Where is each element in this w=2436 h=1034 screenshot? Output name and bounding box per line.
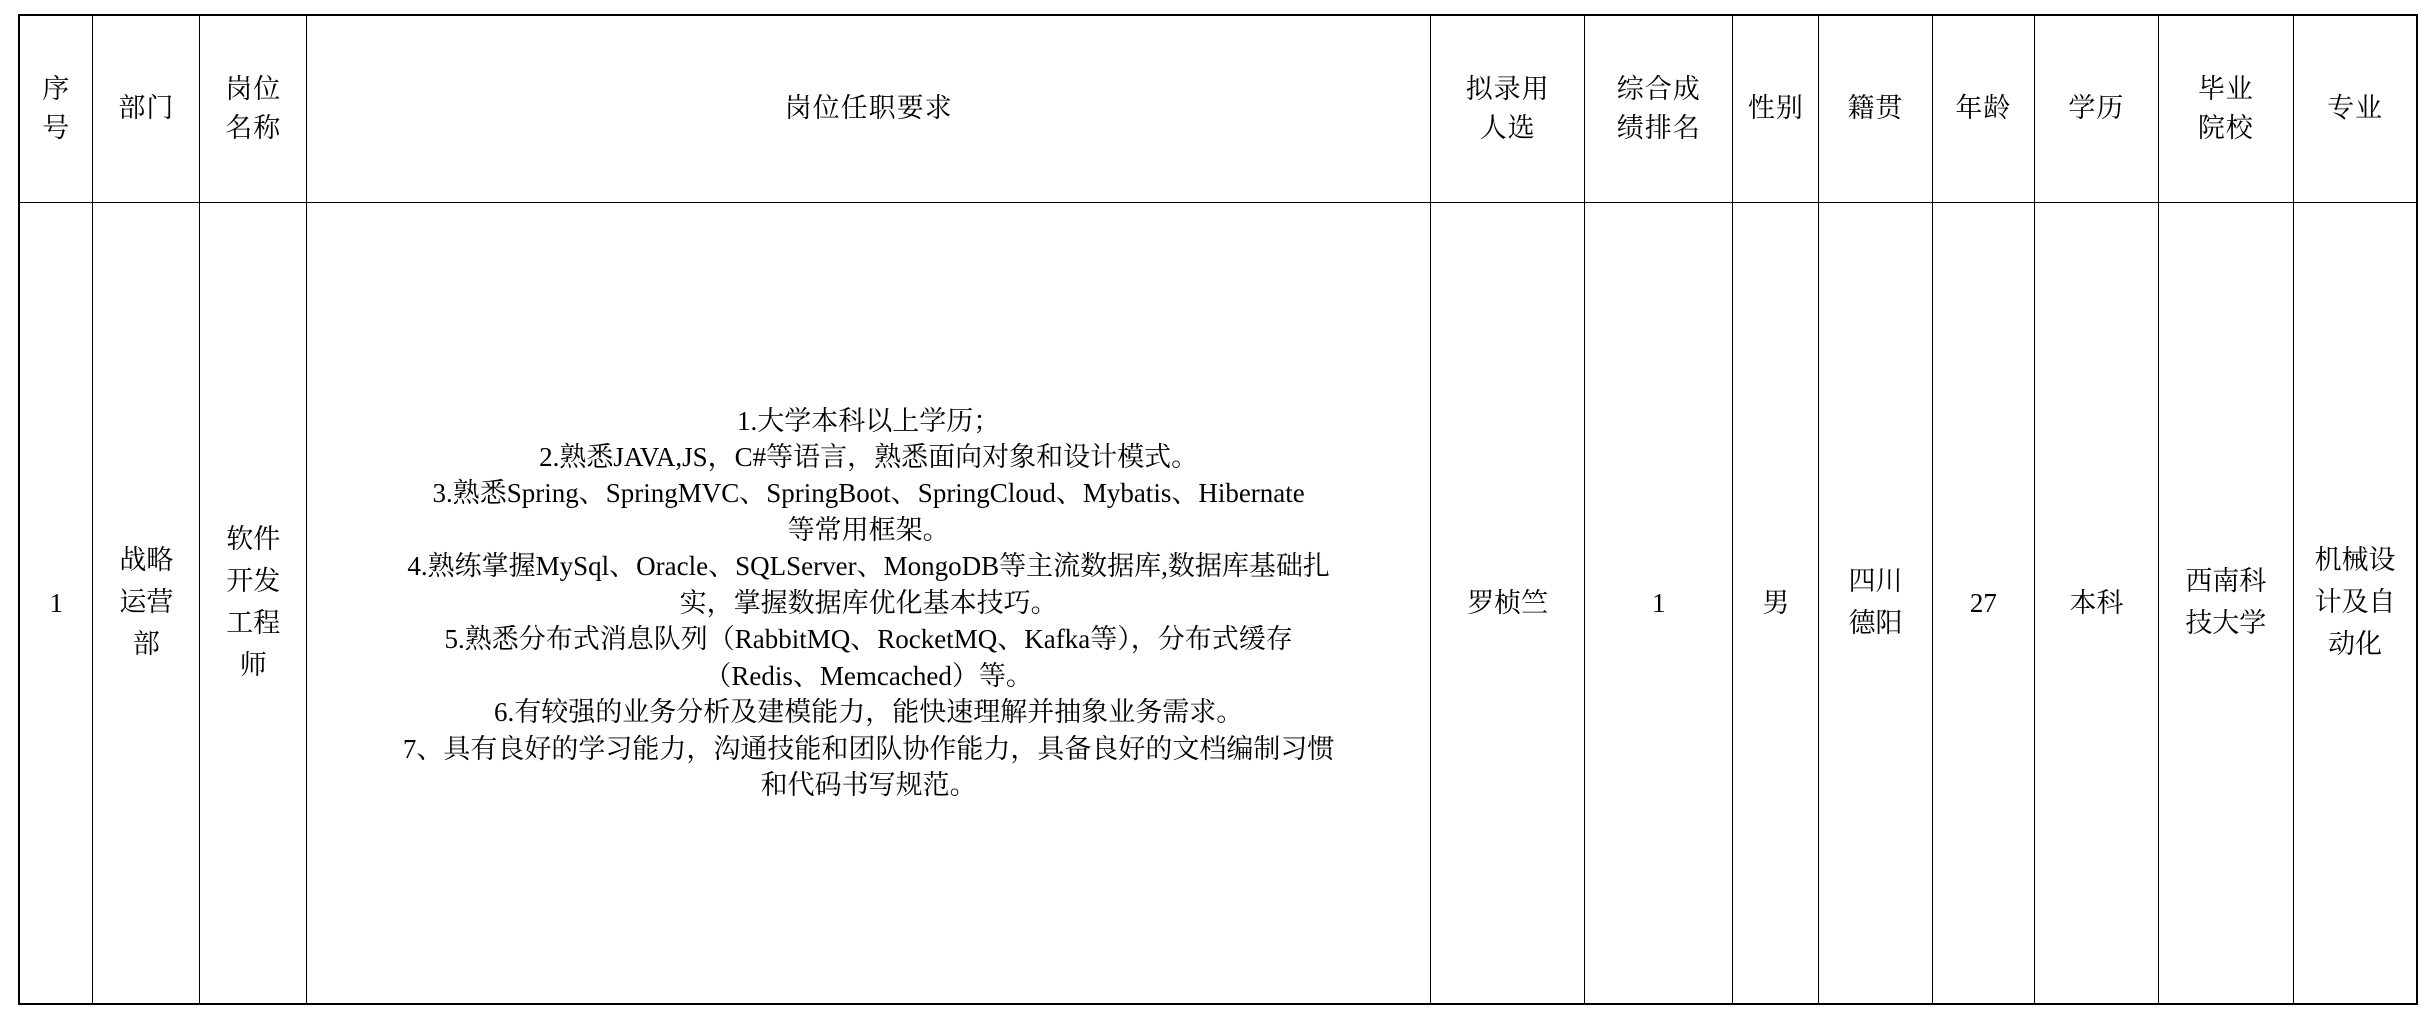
value-gender: 男 <box>1762 587 1790 618</box>
requirement-line-11: 和代码书写规范。 <box>760 769 977 800</box>
header-rank-line-1: 综合成 <box>1616 73 1701 104</box>
cell-school <box>2158 203 2294 1005</box>
value-native-place-line-1: 四川 <box>1848 566 1903 597</box>
header-requirements-label: 岗位任职要求 <box>784 93 953 124</box>
header-cell-school <box>2158 15 2294 203</box>
requirement-line-10: 7、具有良好的学习能力，沟通技能和团队协作能力，具备良好的文档编制习惯 <box>402 733 1335 764</box>
table-row <box>19 203 2417 1005</box>
header-post-line-2: 名称 <box>225 113 282 143</box>
header-cell-native-place <box>1819 15 1932 203</box>
value-seq: 1 <box>49 587 63 618</box>
header-cell-rank <box>1585 15 1733 203</box>
cell-major <box>2294 203 2417 1005</box>
header-school-line-1: 毕业 <box>2197 73 2254 104</box>
requirement-line-8: （Redis、Memcached）等。 <box>704 660 1033 691</box>
cell-education <box>2035 203 2158 1005</box>
header-dept-line-1: 部门 <box>118 93 175 124</box>
value-dept-line-2: 运营 <box>119 587 174 618</box>
cell-post <box>200 203 307 1005</box>
value-dept-line-3: 部 <box>132 628 160 659</box>
value-post-line-2: 开发 <box>226 566 281 597</box>
requirement-line-7: 5.熟悉分布式消息队列（RabbitMQ、RocketMQ、Kafka等），分布式缓存 <box>444 624 1293 655</box>
value-post-line-3: 工程 <box>226 608 281 638</box>
requirement-line-5: 4.熟练掌握MySql、Oracle、SQLServer、MongoDB等主流数据库,数据库基础扎 <box>407 551 1330 582</box>
header-cell-gender <box>1733 15 1819 203</box>
header-cell-major <box>2294 15 2417 203</box>
requirement-line-6: 实，掌握数据库优化基本技巧。 <box>679 587 1058 618</box>
header-candidate-line-2: 人选 <box>1479 113 1536 143</box>
value-post-line-1: 软件 <box>226 524 281 555</box>
cell-candidate <box>1431 203 1585 1005</box>
value-dept-line-1: 战略 <box>119 545 174 576</box>
header-gender-label: 性别 <box>1747 93 1804 124</box>
header-cell-candidate <box>1431 15 1585 203</box>
requirement-line-2: 2.熟悉JAVA,JS，C#等语言，熟悉面向对象和设计模式。 <box>539 442 1199 473</box>
header-candidate-line-1: 拟录用 <box>1465 73 1550 104</box>
value-education: 本科 <box>2069 587 2124 618</box>
cell-native-place <box>1819 203 1932 1005</box>
header-post-line-1: 岗位 <box>225 73 282 104</box>
recruitment-table <box>18 14 2418 1005</box>
value-major-line-3: 动化 <box>2328 628 2383 659</box>
cell-seq <box>19 203 93 1005</box>
header-cell-education <box>2035 15 2158 203</box>
header-major-label: 专业 <box>2327 93 2384 124</box>
value-age: 27 <box>1969 587 1997 618</box>
header-cell-dept <box>93 15 200 203</box>
value-candidate: 罗桢竺 <box>1467 587 1549 618</box>
requirement-line-9: 6.有较强的业务分析及建模能力，能快速理解并抽象业务需求。 <box>494 697 1244 728</box>
requirement-line-1: 1.大学本科以上学历； <box>737 405 1001 436</box>
cell-requirements <box>307 203 1431 1005</box>
table-header-row <box>19 15 2417 203</box>
header-school-line-2: 院校 <box>2197 113 2254 143</box>
value-post-line-4: 师 <box>239 649 267 680</box>
header-cell-seq <box>19 15 93 203</box>
requirement-line-4: 等常用框架。 <box>787 514 950 545</box>
cell-rank <box>1585 203 1733 1005</box>
header-rank-line-2: 绩排名 <box>1616 113 1701 143</box>
header-education-label: 学历 <box>2068 93 2125 124</box>
header-native-place-label: 籍贯 <box>1847 93 1904 124</box>
header-seq-line-1: 序 <box>42 73 71 104</box>
value-school-line-1: 西南科 <box>2185 566 2267 597</box>
header-cell-requirements <box>307 15 1431 203</box>
cell-age <box>1932 203 2035 1005</box>
header-cell-age <box>1932 15 2035 203</box>
header-seq-line-2: 号 <box>42 113 71 143</box>
header-cell-post <box>200 15 307 203</box>
value-rank: 1 <box>1651 587 1666 618</box>
value-school-line-2: 技大学 <box>2185 608 2267 638</box>
cell-dept <box>93 203 200 1005</box>
value-major-line-1: 机械设 <box>2314 545 2396 576</box>
cell-gender <box>1733 203 1819 1005</box>
header-age-label: 年龄 <box>1955 93 2012 124</box>
value-major-line-2: 计及自 <box>2314 587 2396 618</box>
value-native-place-line-2: 德阳 <box>1848 608 1903 638</box>
requirement-line-3: 3.熟悉Spring、SpringMVC、SpringBoot、SpringCloud、Mybatis、Hibernate <box>432 478 1305 509</box>
